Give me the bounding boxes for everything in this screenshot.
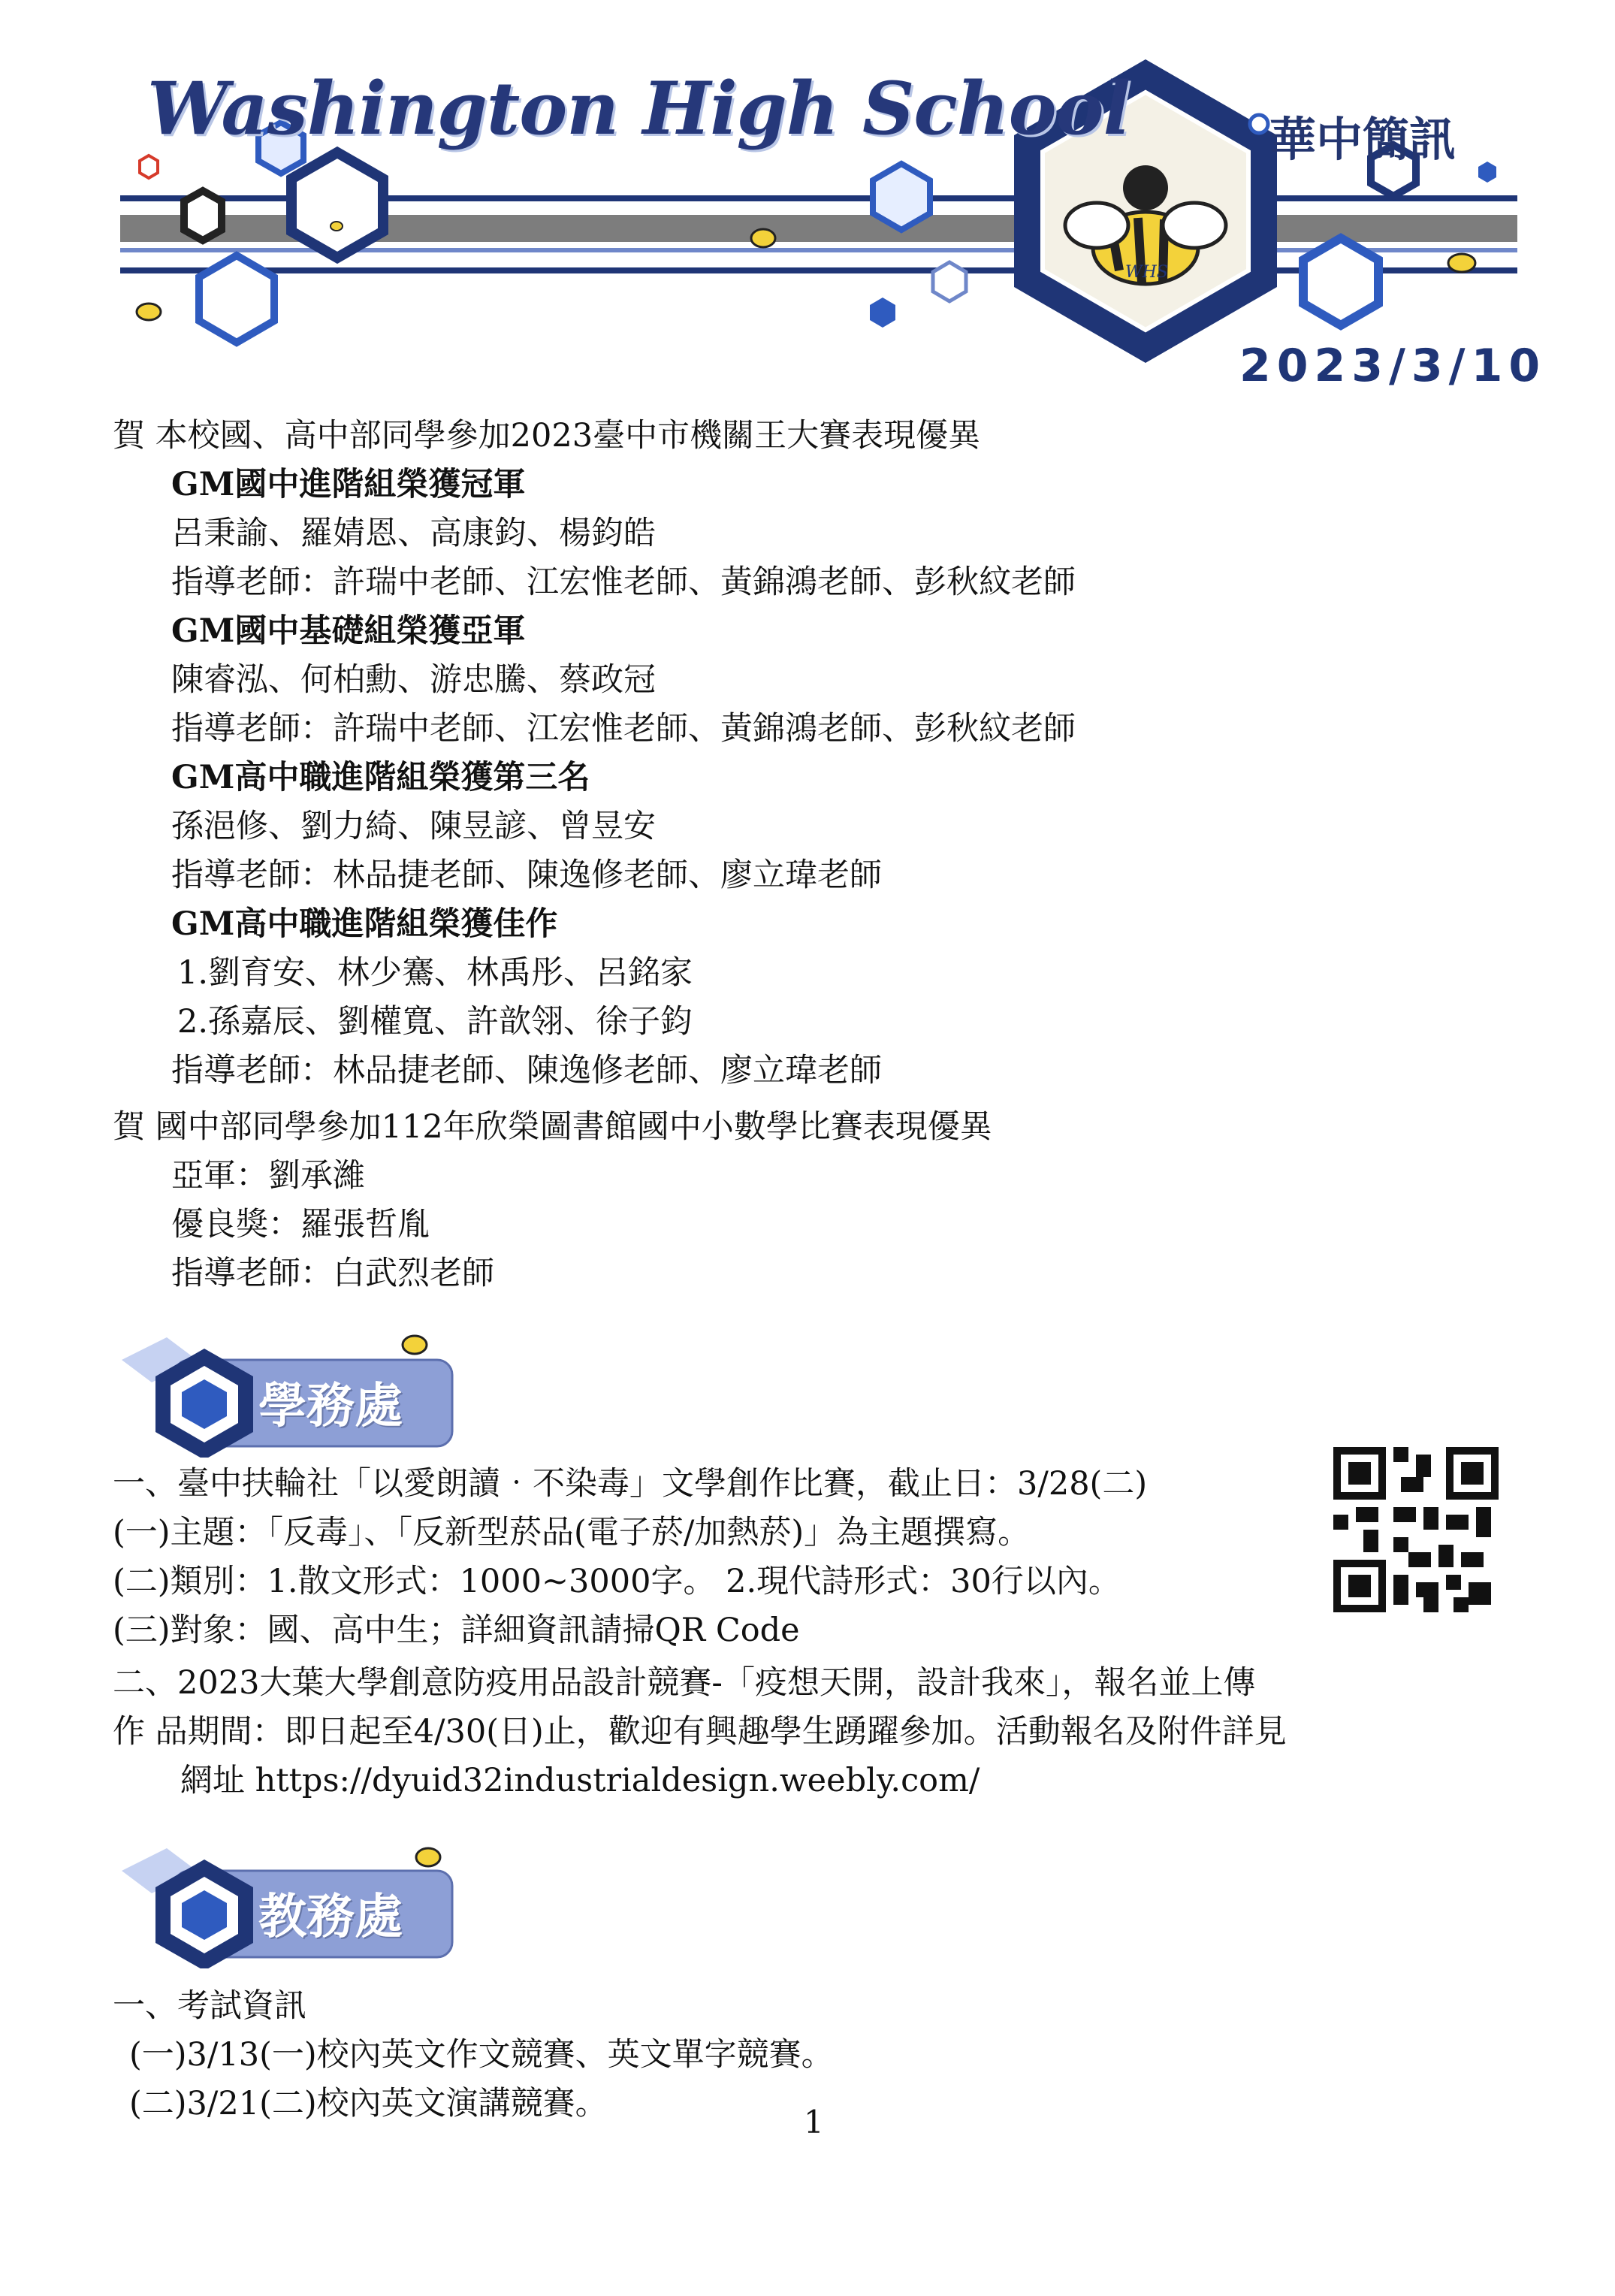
academic-affairs-line: (一)3/13(一)校內英文作文競賽、英文單字競賽。 xyxy=(129,2036,834,2074)
student-names: 1.劉育安、林少騫、林禹彤、呂銘家 xyxy=(177,954,693,992)
student-affairs-line: 一、臺中扶輪社「以愛朗讀‧不染毒」文學創作比賽，截止日：3/28(二) xyxy=(113,1465,1148,1503)
student-names: 呂秉諭、羅婧恩、高康鈞、楊鈞皓 xyxy=(171,515,656,552)
student-affairs-line: (一)主題：「反毒」、「反新型菸品(電子菸/加熱菸)」為主題撰寫。 xyxy=(113,1514,1031,1551)
registration-url[interactable]: 網址 https://dyuid32industrialdesign.weebly.com/ xyxy=(180,1762,980,1799)
newsletter-brand: 華中簡訊 xyxy=(1269,112,1457,167)
student-affairs-header xyxy=(114,1330,467,1458)
advisors: 指導老師：許瑞中老師、江宏惟老師、黃錦鴻老師、彭秋紋老師 xyxy=(171,563,1076,601)
academic-affairs-line: 一、考試資訊 xyxy=(113,1987,306,2025)
mascot-badge: WHS xyxy=(1125,263,1168,282)
advisors: 指導老師：林品捷老師、陳逸修老師、廖立瑋老師 xyxy=(171,1052,882,1089)
announcement-line: 賀 國中部同學參加112年欣榮圖書館國中小數學比賽表現優異 xyxy=(113,1108,992,1146)
page-number: 1 xyxy=(804,2104,824,2140)
student-affairs-line: 作 品期間：即日起至4/30(日)止，歡迎有興趣學生踴躍參加。活動報名及附件詳見 xyxy=(113,1713,1287,1751)
section-title: 教務處 xyxy=(258,1890,403,1945)
academic-affairs-line: (二)3/21(二)校內英文演講競賽。 xyxy=(129,2085,608,2122)
announcement-line: 賀 本校國、高中部同學參加2023臺中市機關王大賽表現優異 xyxy=(113,417,981,455)
award-detail: 優良獎：羅張哲胤 xyxy=(171,1206,430,1243)
student-names: 2.孫嘉辰、劉權寬、許歆翎、徐子鈞 xyxy=(177,1003,693,1041)
advisors: 指導老師：白武烈老師 xyxy=(171,1255,494,1292)
school-name: Washington High School xyxy=(147,66,1130,151)
student-affairs-line: 二、2023大葉大學創意防疫用品設計競賽-「疫想天開，設計我來」，報名並上傳 xyxy=(113,1664,1256,1702)
award-title: GM高中職進階組榮獲佳作 xyxy=(171,905,558,943)
award-title: GM高中職進階組榮獲第三名 xyxy=(171,759,590,796)
student-affairs-line: (二)類別：1.散文形式：1000~3000字。 2.現代詩形式：30行以內。 xyxy=(113,1563,1121,1600)
award-title: GM國中進階組榮獲冠軍 xyxy=(171,466,526,503)
student-affairs-line: (三)對象：國、高中生；詳細資訊請掃QR Code xyxy=(113,1612,800,1649)
award-title: GM國中基礎組榮獲亞軍 xyxy=(171,612,526,650)
student-names: 孫浥修、劉力綺、陳昱諺、曾昱安 xyxy=(171,808,656,845)
qr-code-icon[interactable] xyxy=(1333,1447,1499,1612)
student-names: 陳睿泓、何柏勳、游忠騰、蔡政冠 xyxy=(171,661,656,699)
advisors: 指導老師：林品捷老師、陳逸修老師、廖立瑋老師 xyxy=(171,856,882,894)
advisors: 指導老師：許瑞中老師、江宏惟老師、黃錦鴻老師、彭秋紋老師 xyxy=(171,710,1076,748)
issue-date: 2023/3/10 xyxy=(1239,340,1547,392)
academic-affairs-header xyxy=(114,1841,467,1968)
award-detail: 亞軍：劉承濰 xyxy=(171,1157,365,1195)
section-title: 學務處 xyxy=(258,1379,403,1434)
